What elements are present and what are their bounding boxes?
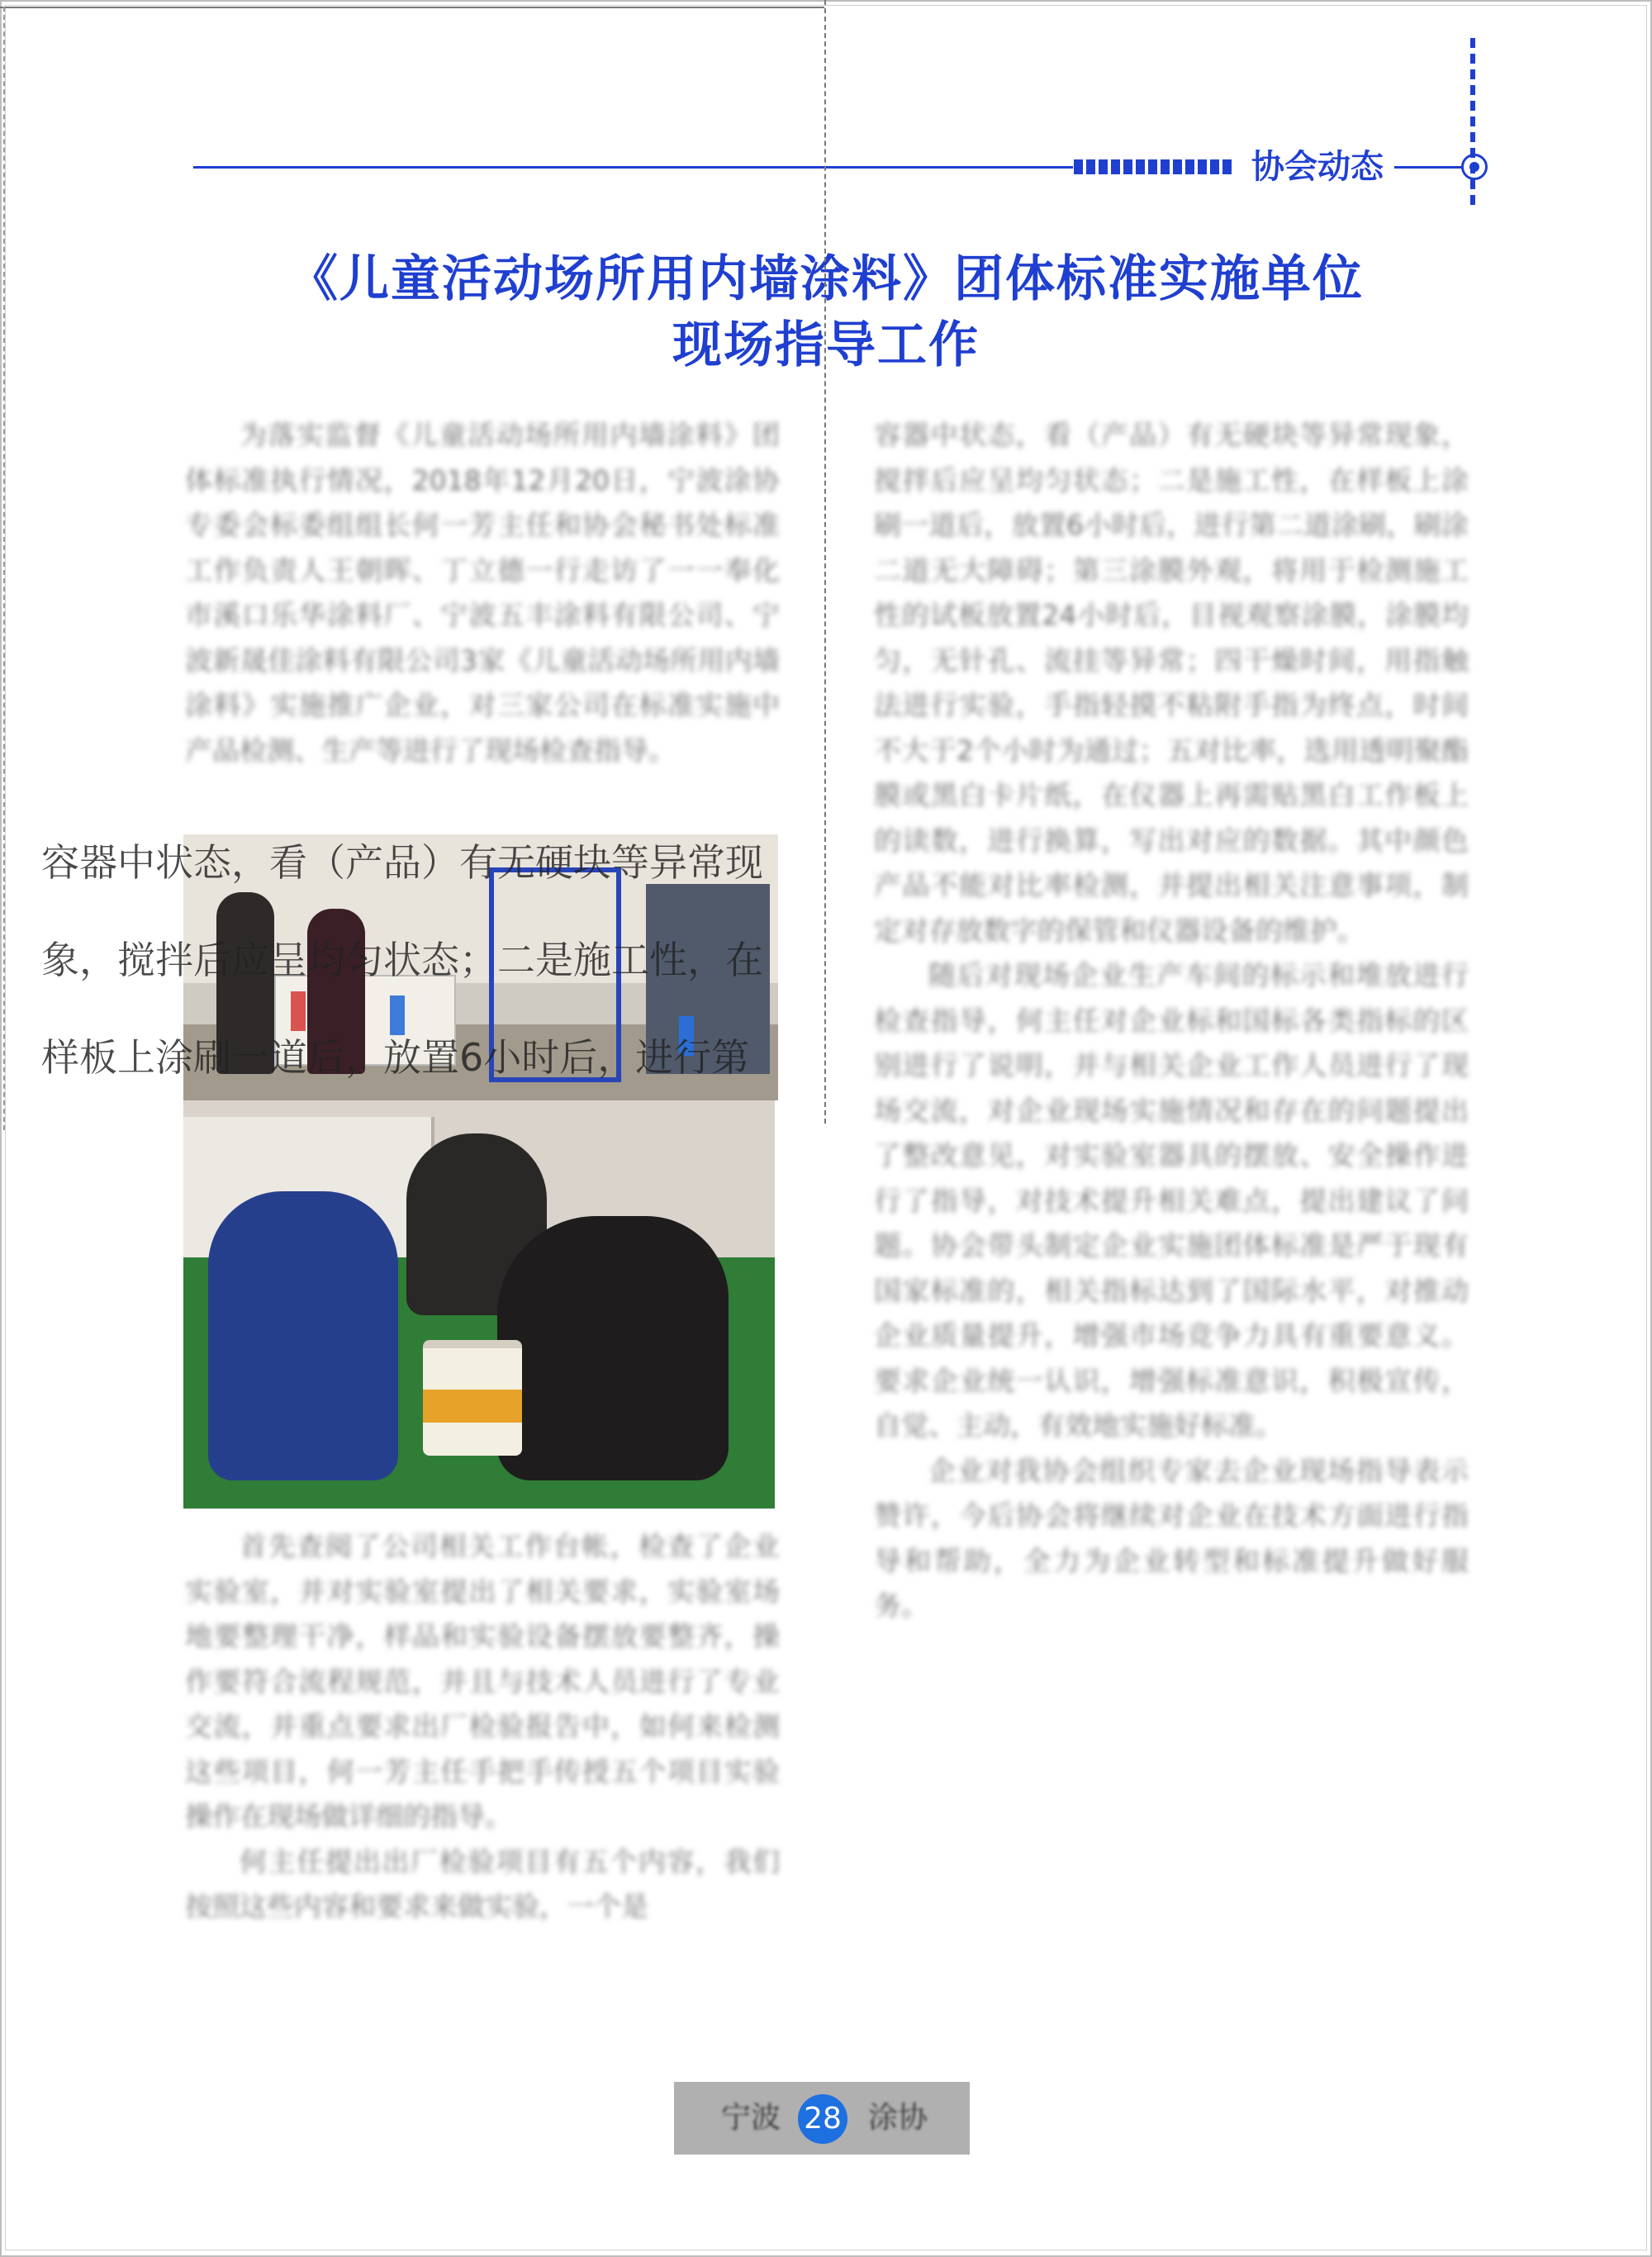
footer-left-text: 宁波 — [720, 2101, 781, 2135]
left-column-top — [185, 413, 780, 818]
paragraph: 何主任提出出厂检验项目有五个内容，我们按照这些内容和要求来做实验，一个是 — [185, 1845, 780, 1922]
overlay-line-2: 象，搅拌后应呈均匀状态；二是施工性，在 — [41, 938, 763, 982]
footer-right-text: 涂协 — [867, 2101, 928, 2135]
page-number: 28 — [798, 2094, 847, 2144]
crop-guide-left — [3, 7, 5, 1130]
overlay-line-3: 样板上涂刷一道后，放置6小时后，进行第 — [41, 1035, 750, 1080]
header-rule — [193, 166, 1073, 169]
title-line-2: 现场指导工作 — [672, 316, 980, 374]
overlay-line-1: 容器中状态，看（产品）有无硬块等异常现 — [41, 840, 763, 885]
paragraph: 首先查阅了公司相关工作台帐，检查了企业实验室，并对实验室提出了相关要求，实验室场地要整理干净，样品和实验设备摆放要整齐，操作要符合流程规范，并且与技术人员进行了专业交流，并重点要求出厂检验报告中，如何来检测这些项目，何一芳主任手把手传授五个项目实验操作在现场做详细的指导。 — [185, 1530, 780, 1832]
section-label: 协会动态 — [1251, 148, 1384, 186]
left-column-bottom — [185, 1524, 780, 2003]
vertical-dotted-rule — [1470, 38, 1475, 224]
crop-guide-top — [0, 7, 824, 8]
paragraph: 随后对现场企业生产车间的标示和堆放进行检查指导，何主任对企业标和国标各类指标的区别进行了说明，并与相关企业工作人员进行了现场交流，对企业现场实施情况和存在的问题提出了整改意见，对实验室器具的摆放、安全操作进行了指导，对技术提升相关难点，提出建议了问题。协会带头制定企业实施团体标准是严于现有国家标准的，相关指标达到了国际水平，对推动企业质量提升，增强市场竞争力具有重要意义。要求企业统一认识，增强标准意识，积极宣传，自觉、主动，有效地实施好标准。 — [874, 959, 1469, 1442]
paragraph: 企业对我协会组织专家去企业现场指导表示赞许，今后协会将继续对企业在技术方面进行指导和帮助，全力为企业转型和标准提升做好服务。 — [874, 1454, 1469, 1622]
crop-guide-center — [824, 0, 826, 1124]
paint-sampling-photo — [183, 1100, 775, 1509]
overlapping-text-band — [41, 814, 776, 1103]
paragraph: 容器中状态，看（产品）有无硬块等异常现象，搅拌后应呈均匀状态；二是施工性，在样板上涂刷一道后，放置6小时后，进行第二道涂刷，刷涂二道无大障碍；第三涂膜外观，将用于检测施工性的试板放置24小时后，目视观察涂膜，涂膜均匀，无针孔、流挂等异常；四干燥时间，用指触法进行实验，手指轻摸不粘附手指为终点，时间不大于2个小时为通过；五对比率，选用透明聚酯膜或黑白卡片纸，在仪器上再需贴黑白工作板上的读数，进行换算，写出对应的数据。其中颜色产品不能对比率检测，并提出相关注意事项，制定对存放数字的保管和仪器设备的维护。 — [874, 419, 1469, 947]
paragraph: 为落实监督《儿童活动场所用内墙涂料》团体标准执行情况，2018年12月20日，宁波涂协专委会标委组组长何一芳主任和协会秘书处标准工作负责人王朝晖、丁立德一行走访了一一奉化市溪口乐华涂料厂、宁波五丰涂料有限公司、宁波新晟佳涂料有限公司3家《儿童活动场所用内墙涂料》实施推广企业，对三家公司在标准实施中产品检测、生产等进行了现场检查指导。 — [185, 419, 780, 767]
article-title — [165, 246, 1487, 378]
right-column — [874, 413, 1469, 1933]
title-line-1: 《儿童活动场所用内墙涂料》团体标准实施单位 — [288, 250, 1364, 308]
header-tail-rule — [1394, 166, 1462, 169]
header-dashes — [1074, 159, 1236, 174]
target-icon — [1461, 154, 1488, 180]
